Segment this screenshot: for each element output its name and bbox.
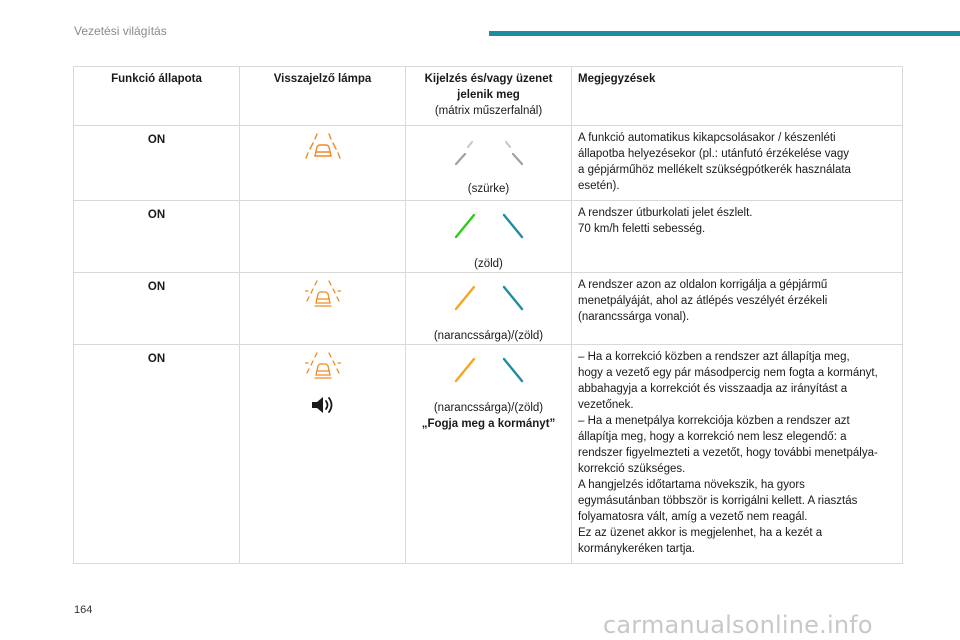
note-line: kormánykeréken tartja. <box>578 543 695 555</box>
note-line: abbahagyja a korrekciót és visszaadja az irányítást a <box>578 383 848 395</box>
table-row <box>74 273 903 345</box>
display-cell <box>406 126 572 201</box>
table-row <box>74 201 903 273</box>
display-caption: (szürke) <box>467 183 510 195</box>
note-line: A funkció automatikus kikapcsolásakor / készenléti <box>578 132 836 144</box>
note-line: egymásutánban többször is korrigálni kellett. A riasztás <box>578 495 858 507</box>
notes-cell <box>572 345 903 564</box>
watermark: carmanualsonline.info <box>603 611 873 639</box>
note-line: – Ha a korrekció közben a rendszer azt állapítja meg, <box>578 351 850 363</box>
display-caption: (narancssárga)/(zöld) <box>433 402 544 414</box>
header-state: Funkció állapota <box>74 67 240 126</box>
state-cell: ON <box>74 345 240 564</box>
state-cell: ON <box>74 273 240 345</box>
header-accent-bar <box>489 31 960 36</box>
function-table <box>73 66 903 564</box>
display-message: „Fogja meg a kormányt” <box>421 418 556 430</box>
note-line: 70 km/h feletti sebesség. <box>578 223 706 235</box>
note-line: állapítja meg, hogy a korrekció nem lesz elegendő: a <box>578 431 847 443</box>
table-row <box>74 345 903 564</box>
lamp-cell <box>240 126 406 201</box>
table-row <box>74 126 903 201</box>
note-line: A rendszer útburkolati jelet észlelt. <box>578 207 753 219</box>
display-cell <box>406 273 572 345</box>
lane-lines-grey <box>454 136 524 176</box>
state-cell: ON <box>74 126 240 201</box>
note-line: rendszer figyelmezteti a vezetőt, hogy további menetpálya- <box>578 447 878 459</box>
table-header-row <box>74 67 903 126</box>
lamp-cell <box>240 345 406 564</box>
note-line: korrekció szükséges. <box>578 463 686 475</box>
note-line: folyamatosra vált, amíg a vezető nem reagál. <box>578 511 808 523</box>
lane-lines-green <box>454 211 524 251</box>
note-line: A hangjelzés időtartama növekszik, ha gyors <box>578 479 805 491</box>
display-cell <box>406 201 572 273</box>
section-title: Vezetési világítás <box>74 24 167 38</box>
note-line: állapotba helyezésekor (pl.: utánfutó érzékelése vagy <box>578 148 850 160</box>
note-line: esetén). <box>578 180 620 192</box>
notes-cell <box>572 126 903 201</box>
notes-cell <box>572 201 903 273</box>
note-line: a gépjárműhöz mellékelt szükségpótkerék használata <box>578 164 851 176</box>
note-line: vezetőnek. <box>578 399 634 411</box>
page-number: 164 <box>74 604 93 616</box>
lane-assist-active-orange-icon <box>305 279 341 309</box>
lane-assist-active-orange-icon <box>305 351 341 381</box>
state-cell: ON <box>74 201 240 273</box>
lane-assist-orange-icon <box>305 132 341 162</box>
header-notes: Megjegyzések <box>572 67 903 126</box>
note-line: menetpályáját, ahol az átlépés veszélyét érzékeli <box>578 295 828 307</box>
note-line: Ez az üzenet akkor is megjelenhet, ha a kezét a <box>578 527 823 539</box>
display-cell <box>406 345 572 564</box>
display-caption: (zöld) <box>474 258 503 270</box>
header-lamp: Visszajelző lámpa <box>240 67 406 126</box>
notes-cell <box>572 273 903 345</box>
lamp-cell <box>240 273 406 345</box>
header-display-sub: (mátrix műszerfalnál) <box>434 105 543 117</box>
lane-lines-orange-green <box>454 355 524 395</box>
note-line: hogy a vezető egy pár másodpercig nem fogta a kormányt, <box>578 367 878 379</box>
note-line: – Ha a menetpálya korrekciója közben a rendszer azt <box>578 415 850 427</box>
note-line: A rendszer azon az oldalon korrigálja a gépjármű <box>578 279 828 291</box>
header-display-main: Kijelzés és/vagy üzenet jelenik meg <box>424 73 553 101</box>
display-caption: (narancssárga)/(zöld) <box>433 330 544 342</box>
speaker-icon <box>310 394 336 416</box>
header-display <box>406 67 572 126</box>
lane-lines-orange-green <box>454 283 524 323</box>
note-line: (narancssárga vonal). <box>578 311 690 323</box>
lamp-cell <box>240 201 406 273</box>
